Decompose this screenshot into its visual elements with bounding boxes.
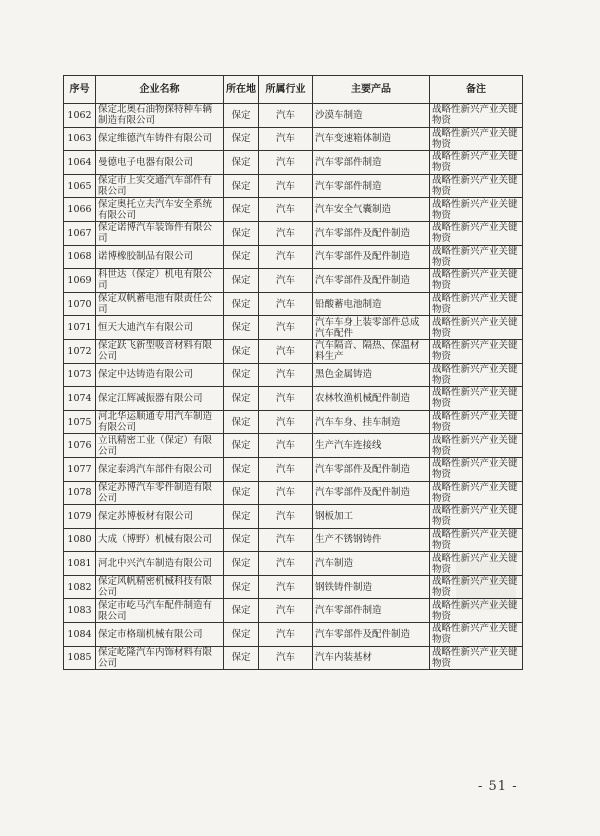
header-note: 备注 [430,76,523,104]
main-product: 汽车车身上装零部件总成汽车配件 [313,316,430,340]
location: 保定 [224,174,259,198]
row-number: 1070 [64,292,96,316]
table-row [64,552,523,576]
location: 保定 [224,387,259,411]
main-product: 汽车零部件及配件制造 [313,245,430,269]
table-row [64,646,523,670]
main-product: 汽车隔音、隔热、保温材料生产 [313,339,430,363]
note: 战略性新兴产业关键物资 [430,127,523,151]
table-row [64,104,523,128]
table-row [64,363,523,387]
note: 战略性新兴产业关键物资 [430,151,523,175]
location: 保定 [224,575,259,599]
row-number: 1083 [64,599,96,623]
note: 战略性新兴产业关键物资 [430,245,523,269]
company-name: 恒天大迪汽车有限公司 [96,316,224,340]
table-row [64,269,523,293]
row-number: 1071 [64,316,96,340]
note: 战略性新兴产业关键物资 [430,575,523,599]
company-name: 保定市格瑞机械有限公司 [96,623,224,647]
location: 保定 [224,599,259,623]
row-number: 1074 [64,387,96,411]
main-product: 汽车车身、挂车制造 [313,410,430,434]
industry: 汽车 [259,316,313,340]
note: 战略性新兴产业关键物资 [430,316,523,340]
industry: 汽车 [259,410,313,434]
row-number: 1085 [64,646,96,670]
row-number: 1081 [64,552,96,576]
note: 战略性新兴产业关键物资 [430,457,523,481]
company-name: 保定市屹马汽车配件制造有限公司 [96,599,224,623]
note: 战略性新兴产业关键物资 [430,599,523,623]
company-name: 保定市上实交通汽车部件有限公司 [96,174,224,198]
main-product: 钢铁铸件制造 [313,575,430,599]
company-name: 保定苏博汽车零件制造有限公司 [96,481,224,505]
location: 保定 [224,151,259,175]
location: 保定 [224,339,259,363]
company-name: 保定风帆精密机械科技有限公司 [96,575,224,599]
note: 战略性新兴产业关键物资 [430,198,523,222]
note: 战略性新兴产业关键物资 [430,292,523,316]
row-number: 1067 [64,221,96,245]
company-name: 保定北奥石油物探特种车辆制造有限公司 [96,104,224,128]
table-row [64,127,523,151]
industry: 汽车 [259,646,313,670]
location: 保定 [224,410,259,434]
location: 保定 [224,245,259,269]
table-row [64,434,523,458]
industry: 汽车 [259,363,313,387]
table-row [64,174,523,198]
table-row [64,481,523,505]
location: 保定 [224,528,259,552]
main-product: 生产汽车连接线 [313,434,430,458]
company-name: 保定双帆蓄电池有限责任公司 [96,292,224,316]
row-number: 1076 [64,434,96,458]
row-number: 1077 [64,457,96,481]
table-row [64,528,523,552]
main-product: 铅酸蓄电池制造 [313,292,430,316]
row-number: 1062 [64,104,96,128]
industry: 汽车 [259,623,313,647]
table-row [64,623,523,647]
main-product: 农林牧渔机械配件制造 [313,387,430,411]
table-row [64,457,523,481]
row-number: 1079 [64,505,96,529]
industry: 汽车 [259,151,313,175]
main-product: 汽车零部件制造 [313,599,430,623]
company-name: 保定维德汽车铸件有限公司 [96,127,224,151]
location: 保定 [224,434,259,458]
table-row [64,151,523,175]
main-product: 汽车零部件及配件制造 [313,457,430,481]
location: 保定 [224,481,259,505]
header-product: 主要产品 [313,76,430,104]
industry: 汽车 [259,457,313,481]
industry: 汽车 [259,221,313,245]
note: 战略性新兴产业关键物资 [430,434,523,458]
main-product: 汽车变速箱体制造 [313,127,430,151]
industry: 汽车 [259,434,313,458]
company-name: 保定泰鸿汽车部件有限公司 [96,457,224,481]
table-row [64,339,523,363]
industry: 汽车 [259,245,313,269]
note: 战略性新兴产业关键物资 [430,104,523,128]
table-row [64,575,523,599]
company-name: 保定屹隆汽车内饰材料有限公司 [96,646,224,670]
note: 战略性新兴产业关键物资 [430,387,523,411]
industry: 汽车 [259,387,313,411]
table-row [64,245,523,269]
header-location: 所在地 [224,76,259,104]
industry: 汽车 [259,269,313,293]
main-product: 汽车内装基材 [313,646,430,670]
company-name: 立讯精密工业（保定）有限公司 [96,434,224,458]
main-product: 沙漠车制造 [313,104,430,128]
industry: 汽车 [259,552,313,576]
location: 保定 [224,457,259,481]
note: 战略性新兴产业关键物资 [430,623,523,647]
table-body [64,104,523,670]
table-row [64,198,523,222]
industry: 汽车 [259,292,313,316]
header-name: 企业名称 [96,76,224,104]
table-row [64,505,523,529]
main-product: 汽车安全气囊制造 [313,198,430,222]
industry: 汽车 [259,481,313,505]
row-number: 1084 [64,623,96,647]
main-product: 黑色金属铸造 [313,363,430,387]
row-number: 1078 [64,481,96,505]
industry: 汽车 [259,528,313,552]
row-number: 1065 [64,174,96,198]
company-name: 保定中达铸造有限公司 [96,363,224,387]
row-number: 1069 [64,269,96,293]
company-name: 曼德电子电器有限公司 [96,151,224,175]
main-product: 汽车零部件及配件制造 [313,481,430,505]
location: 保定 [224,104,259,128]
location: 保定 [224,221,259,245]
company-name: 诺博橡胶制品有限公司 [96,245,224,269]
table-row [64,292,523,316]
row-number: 1080 [64,528,96,552]
table-row [64,387,523,411]
table-row [64,221,523,245]
note: 战略性新兴产业关键物资 [430,646,523,670]
industry: 汽车 [259,505,313,529]
row-number: 1068 [64,245,96,269]
table-header-row [64,76,523,104]
row-number: 1082 [64,575,96,599]
note: 战略性新兴产业关键物资 [430,505,523,529]
company-name: 大成（博野）机械有限公司 [96,528,224,552]
location: 保定 [224,269,259,293]
enterprise-table [63,75,523,670]
note: 战略性新兴产业关键物资 [430,339,523,363]
main-product: 汽车零部件制造 [313,174,430,198]
industry: 汽车 [259,575,313,599]
industry: 汽车 [259,339,313,363]
row-number: 1066 [64,198,96,222]
industry: 汽车 [259,198,313,222]
header-industry: 所属行业 [259,76,313,104]
location: 保定 [224,646,259,670]
note: 战略性新兴产业关键物资 [430,174,523,198]
company-name: 河北华运顺通专用汽车制造有限公司 [96,410,224,434]
industry: 汽车 [259,174,313,198]
row-number: 1064 [64,151,96,175]
company-name: 科世达（保定）机电有限公司 [96,269,224,293]
main-product: 汽车零部件制造 [313,151,430,175]
main-product: 汽车制造 [313,552,430,576]
location: 保定 [224,363,259,387]
note: 战略性新兴产业关键物资 [430,269,523,293]
location: 保定 [224,623,259,647]
industry: 汽车 [259,127,313,151]
industry: 汽车 [259,104,313,128]
note: 战略性新兴产业关键物资 [430,528,523,552]
note: 战略性新兴产业关键物资 [430,410,523,434]
location: 保定 [224,292,259,316]
row-number: 1063 [64,127,96,151]
location: 保定 [224,552,259,576]
main-product: 汽车零部件及配件制造 [313,269,430,293]
table-row [64,599,523,623]
location: 保定 [224,198,259,222]
main-product: 汽车零部件及配件制造 [313,623,430,647]
location: 保定 [224,316,259,340]
company-name: 保定跃飞新型吸音材料有限公司 [96,339,224,363]
main-product: 生产不锈钢铸件 [313,528,430,552]
company-name: 保定江辉减振器有限公司 [96,387,224,411]
table-row [64,316,523,340]
header-num: 序号 [64,76,96,104]
company-name: 保定诺博汽车装饰件有限公司 [96,221,224,245]
page-number: - 51 - [478,779,518,794]
note: 战略性新兴产业关键物资 [430,481,523,505]
table-row [64,410,523,434]
note: 战略性新兴产业关键物资 [430,552,523,576]
note: 战略性新兴产业关键物资 [430,363,523,387]
row-number: 1072 [64,339,96,363]
company-name: 保定奥托立夫汽车安全系统有限公司 [96,198,224,222]
industry: 汽车 [259,599,313,623]
company-name: 保定苏博板材有限公司 [96,505,224,529]
main-product: 汽车零部件及配件制造 [313,221,430,245]
location: 保定 [224,505,259,529]
company-name: 河北中兴汽车制造有限公司 [96,552,224,576]
row-number: 1073 [64,363,96,387]
main-product: 钢板加工 [313,505,430,529]
row-number: 1075 [64,410,96,434]
location: 保定 [224,127,259,151]
note: 战略性新兴产业关键物资 [430,221,523,245]
